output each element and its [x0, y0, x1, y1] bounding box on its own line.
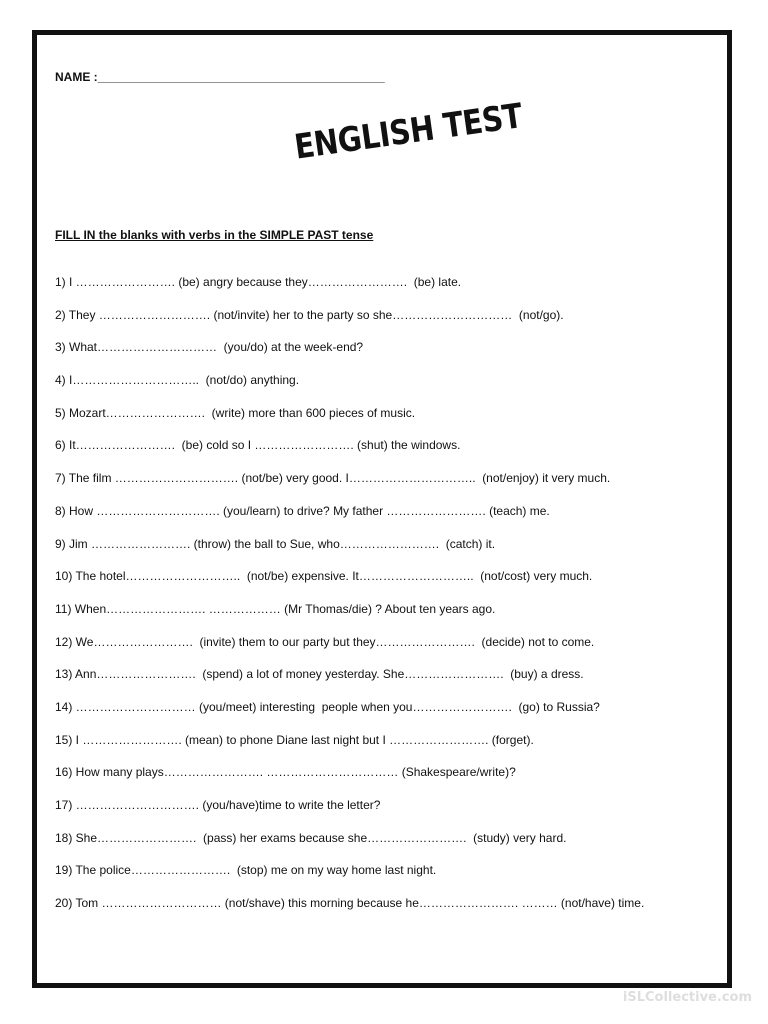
name-field-label: NAME :___________________________________________: [55, 70, 385, 84]
exercise-item: 7) The film …………………………. (not/be) very good. I………………………….. (not/enjoy) it very much.: [55, 471, 611, 486]
exercise-item: 15) I ……………………. (mean) to phone Diane last night but I ……………………. (forget).: [55, 732, 534, 747]
exercise-item: 18) She……………………. (pass) her exams because she……………………. (study) very hard.: [55, 830, 567, 845]
exercise-item: 17) …………………………. (you/have)time to write the letter?: [55, 798, 381, 812]
exercise-item: 10) The hotel……………………….. (not/be) expensive. It……………………….. (not/cost) very much.: [55, 569, 593, 584]
exercise-item: 16) How many plays……………………. …………………………… (Shakespeare/write)?: [55, 765, 516, 780]
page-title: ENGLISH TEST: [292, 96, 525, 168]
exercise-item: 11) When……………………. ……………… (Mr Thomas/die) ? About ten years ago.: [55, 601, 496, 616]
exercise-list: [55, 274, 715, 928]
watermark-text: iSLCollective.com: [622, 990, 752, 1005]
exercise-item: 3) What………………………… (you/do) at the week-end?: [55, 340, 364, 355]
exercise-item: 8) How …………………………. (you/learn) to drive? My father ……………………. (teach) me.: [55, 503, 550, 518]
exercise-item: 5) Mozart……………………. (write) more than 600 pieces of music.: [55, 405, 416, 420]
exercise-item: 20) Tom ………………………… (not/shave) this morning because he……………………. ……… (not/have) time.: [55, 896, 645, 911]
exercise-item: 19) The police……………………. (stop) me on my way home last night.: [55, 863, 437, 878]
exercise-item: 9) Jim ……………………. (throw) the ball to Sue, who……………………. (catch) it.: [55, 536, 496, 551]
exercise-item: 1) I ……………………. (be) angry because they……………………. (be) late.: [55, 275, 462, 289]
exercise-item: 4) I………………………….. (not/do) anything.: [55, 373, 300, 388]
exercise-item: 2) They ………………………. (not/invite) her to the party so she………………………… (not/go).: [55, 307, 564, 322]
exercise-item: 14) ………………………… (you/meet) interesting people when you……………………. (go) to Russia?: [55, 699, 600, 714]
exercise-item: 13) Ann……………………. (spend) a lot of money yesterday. She……………………. (buy) a dress.: [55, 667, 584, 682]
exercise-item: 12) We……………………. (invite) them to our party but they……………………. (decide) not to come.: [55, 634, 595, 649]
instruction-heading: FILL IN the blanks with verbs in the SIMPLE PAST tense: [55, 228, 374, 242]
exercise-item: 6) It……………………. (be) cold so I ……………………. (shut) the windows.: [55, 438, 461, 453]
